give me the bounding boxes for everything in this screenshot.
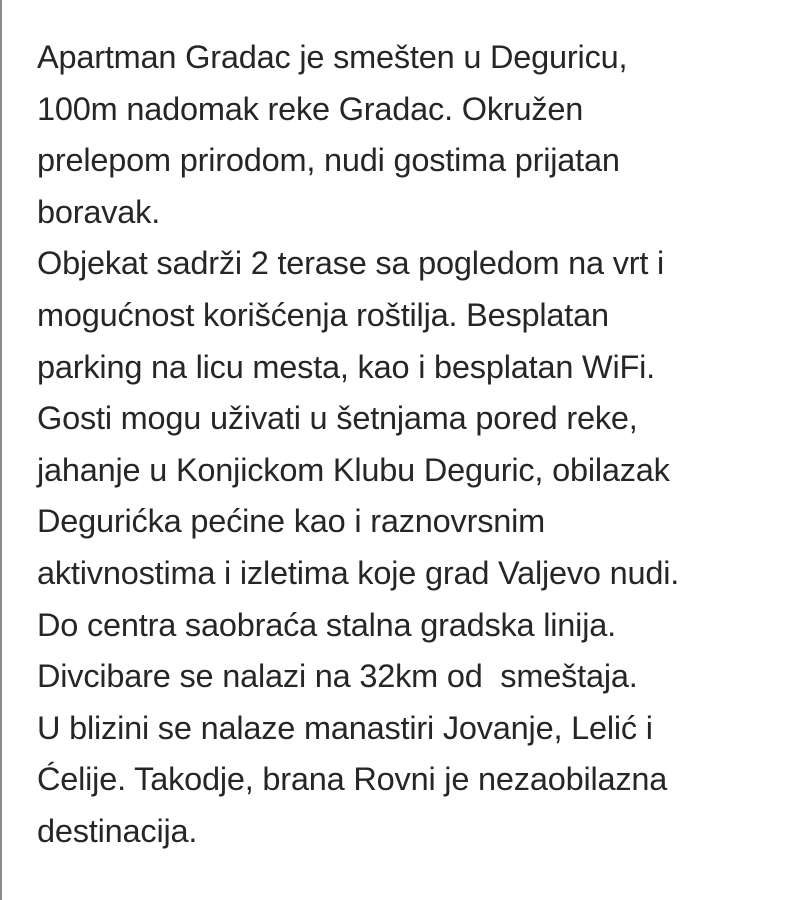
description-line: 100m nadomak reke Gradac. Okružen (37, 90, 584, 127)
left-border-line (0, 0, 2, 900)
description-line: destinacija. (37, 812, 198, 849)
description-line: Gosti mogu uživati u šetnjama pored reke, (37, 400, 638, 437)
description-line: mogućnost korišćenja roštilja. Besplatan (37, 296, 609, 333)
description-line: Apartman Gradac je smešten u Deguricu, (37, 39, 628, 75)
description-line: Objekat sadrži 2 terase sa pogledom na vrt i (37, 245, 665, 282)
description-line: jahanje u Konjickom Klubu Deguric, obilazak (37, 451, 670, 488)
description-line: aktivnostima i izletima koje grad Valjevo nudi. (37, 554, 680, 591)
description-text (37, 32, 795, 858)
description-line: Divcibare se nalazi na 32km od smeštaja. (37, 658, 638, 695)
description-line: boravak. (37, 193, 161, 230)
description-line: parking na licu mesta, kao i besplatan WiFi. (37, 348, 656, 385)
description-line: Ćelije. Takodje, brana Rovni je nezaobilazna (37, 761, 668, 798)
description-line: Degurićka pećine kao i raznovrsnim (37, 503, 546, 540)
description-line: Do centra saobraća stalna gradska linija. (37, 606, 616, 643)
description-line: prelepom prirodom, nudi gostima prijatan (37, 142, 620, 179)
description-line: U blizini se nalaze manastiri Jovanje, Lelić i (37, 709, 653, 746)
